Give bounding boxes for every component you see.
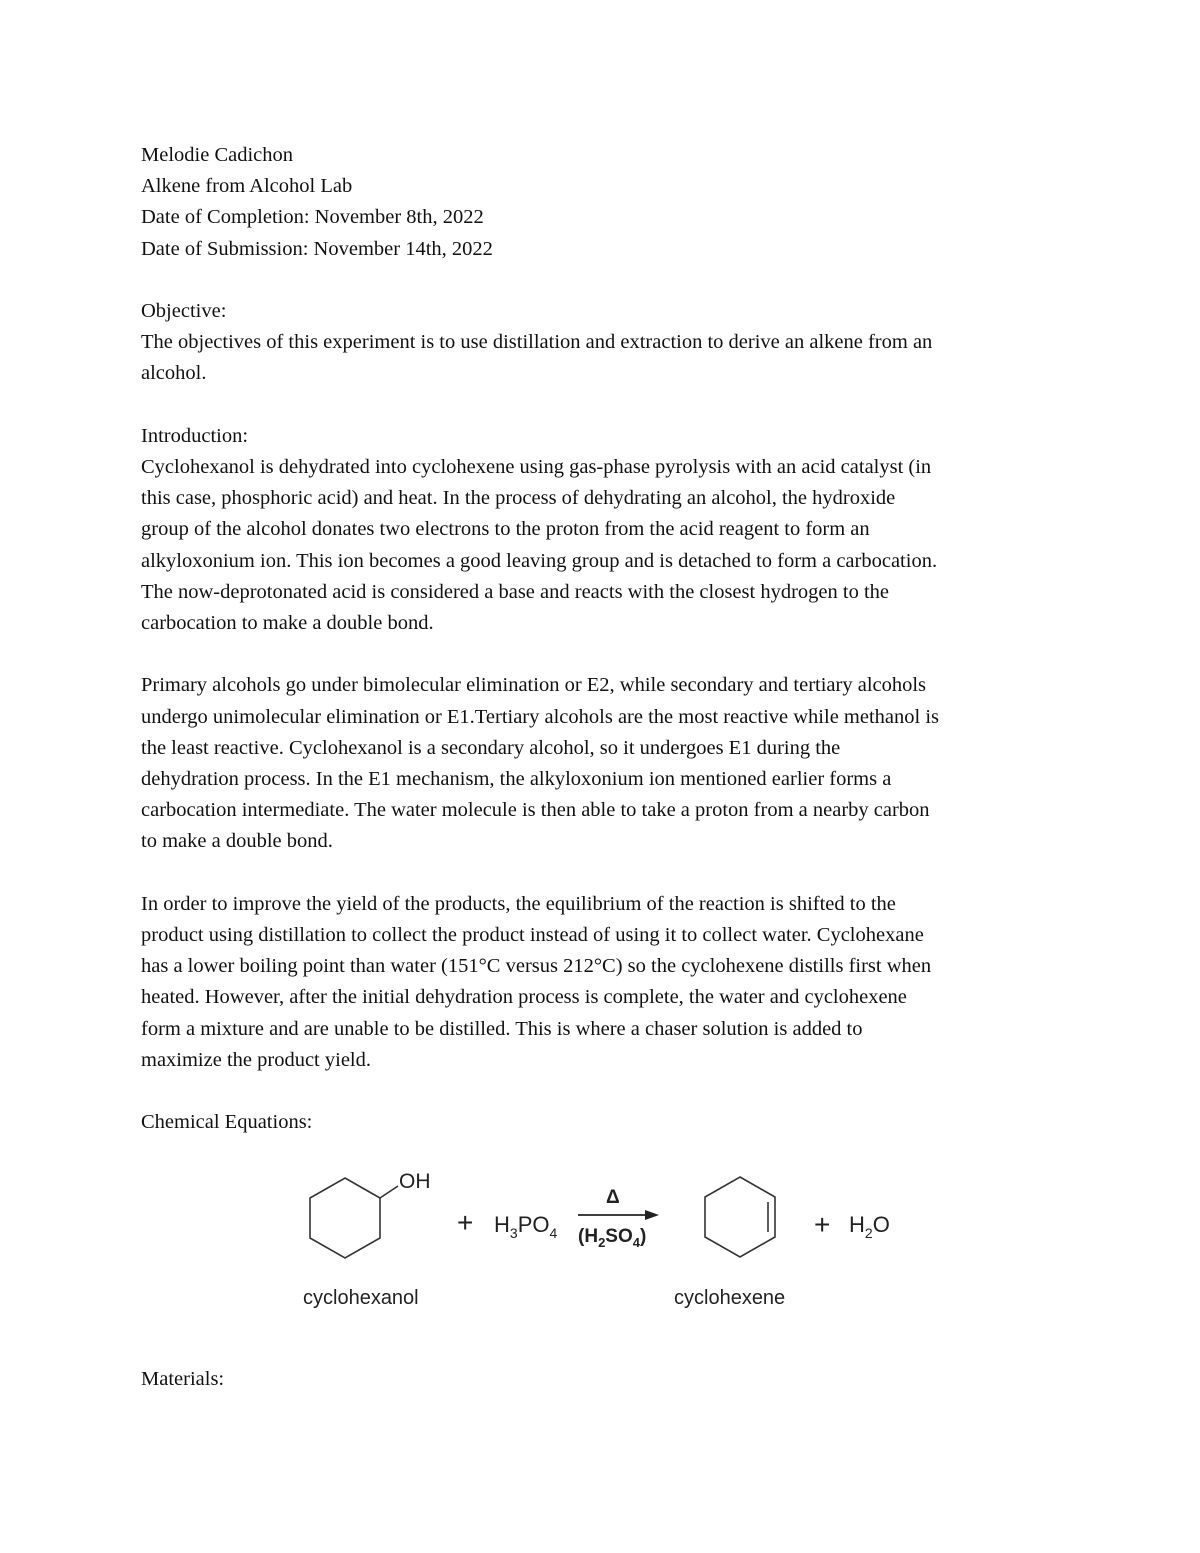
- lab-title: Alkene from Alcohol Lab: [141, 175, 353, 198]
- introduction-paragraph-1: [141, 452, 1071, 639]
- materials-section: [141, 1364, 1071, 1395]
- cyclohexanol-structure: [310, 1178, 398, 1258]
- text-line: heated. However, after the initial dehydration process is complete, the water and cyclohexene: [141, 986, 907, 1009]
- completion-date: Date of Completion: November 8th, 2022: [141, 206, 484, 229]
- equations-heading: Chemical Equations:: [141, 1111, 313, 1134]
- catalyst-so: SO: [605, 1226, 633, 1248]
- oh-label: OH: [399, 1170, 431, 1194]
- catalyst-sub-4: 4: [632, 1235, 640, 1251]
- text-line: In order to improve the yield of the products, the equilibrium of the reaction is shifted to the: [141, 892, 896, 915]
- introduction-paragraph-2: [141, 670, 1071, 857]
- reaction-scheme: [141, 1142, 1071, 1364]
- oh-bond: [380, 1186, 398, 1198]
- text-line: undergo unimolecular elimination or E1.Tertiary alcohols are the most reactive while methanol is: [141, 705, 940, 728]
- text-line: carbocation to make a double bond.: [141, 612, 434, 635]
- author-name: Melodie Cadichon: [141, 144, 294, 166]
- text-line: Primary alcohols go under bimolecular elimination or E2, while secondary and tertiary alcohols: [141, 674, 927, 697]
- text-line: the least reactive. Cyclohexanol is a secondary alcohol, so it undergoes E1 during the: [141, 736, 841, 759]
- water-formula: [849, 1212, 890, 1241]
- cyclohexene-label: cyclohexene: [674, 1287, 786, 1310]
- text-line: to make a double bond.: [141, 830, 333, 853]
- text-line: group of the alcohol donates two electrons to the proton from the acid reagent to form an: [141, 518, 870, 541]
- formula-sub-4: 4: [549, 1225, 558, 1242]
- cyclohexanol-label: cyclohexanol: [303, 1287, 419, 1310]
- objective-line: alcohol.: [141, 362, 207, 385]
- text-line: maximize the product yield.: [141, 1048, 371, 1071]
- cyclohexene-ring: [705, 1177, 775, 1257]
- text-line: dehydration process. In the E1 mechanism, the alkyloxonium ion mentioned earlier forms a: [141, 768, 892, 791]
- plus-sign: +: [457, 1207, 474, 1239]
- text-line: carbocation intermediate. The water molecule is then able to take a proton from a nearby carbon: [141, 799, 930, 822]
- materials-heading: Materials:: [141, 1368, 225, 1391]
- text-line: form a mixture and are unable to be distilled. This is where a chaser solution is added to: [141, 1017, 863, 1040]
- reaction-arrow: [578, 1210, 659, 1220]
- formula-sub-3: 3: [509, 1225, 518, 1242]
- catalyst-open: (H: [578, 1226, 599, 1248]
- water-h: H: [849, 1212, 865, 1238]
- water-sub-2: 2: [864, 1225, 873, 1242]
- formula-po: PO: [517, 1212, 550, 1238]
- introduction-paragraph-3: [141, 889, 1071, 1076]
- text-line: this case, phosphoric acid) and heat. In the process of dehydrating an alcohol, the hydroxide: [141, 487, 896, 510]
- introduction-heading: Introduction:: [141, 424, 249, 447]
- text-line: alkyloxonium ion. This ion becomes a good leaving group and is detached to form a carbocation.: [141, 549, 938, 572]
- formula-h: H: [494, 1212, 510, 1238]
- catalyst-close: ): [639, 1226, 647, 1248]
- plus-sign: +: [814, 1209, 831, 1241]
- heat-symbol: Δ: [606, 1187, 620, 1209]
- objective-section: [141, 296, 1071, 390]
- water-o: O: [872, 1212, 890, 1238]
- objective-line: The objectives of this experiment is to use distillation and extraction to derive an alkene from an: [141, 331, 933, 354]
- text-line: Cyclohexanol is dehydrated into cyclohexene using gas-phase pyrolysis with an acid catalyst (in: [141, 456, 932, 478]
- phosphoric-acid-formula: [494, 1212, 557, 1241]
- catalyst-sub-2: 2: [598, 1235, 606, 1251]
- sulfuric-acid-catalyst: [578, 1226, 646, 1250]
- lab-report-page: [141, 140, 1071, 1396]
- reaction-diagram: [141, 1142, 921, 1364]
- cyclohexene-structure: [705, 1177, 775, 1257]
- text-line: product using distillation to collect the product instead of using it to collect water. Cyclohexane: [141, 924, 924, 947]
- submission-date: Date of Submission: November 14th, 2022: [141, 237, 493, 260]
- objective-heading: Objective:: [141, 300, 227, 322]
- text-line: The now-deprotonated acid is considered a base and reacts with the closest hydrogen to the: [141, 580, 889, 603]
- equations-section: [141, 1107, 1071, 1364]
- text-line: has a lower boiling point than water (151°C versus 212°C) so the cyclohexene distills first when: [141, 955, 932, 978]
- introduction-section: [141, 421, 1071, 1076]
- cyclohexanol-ring: [310, 1178, 380, 1258]
- header-block: [141, 140, 1071, 265]
